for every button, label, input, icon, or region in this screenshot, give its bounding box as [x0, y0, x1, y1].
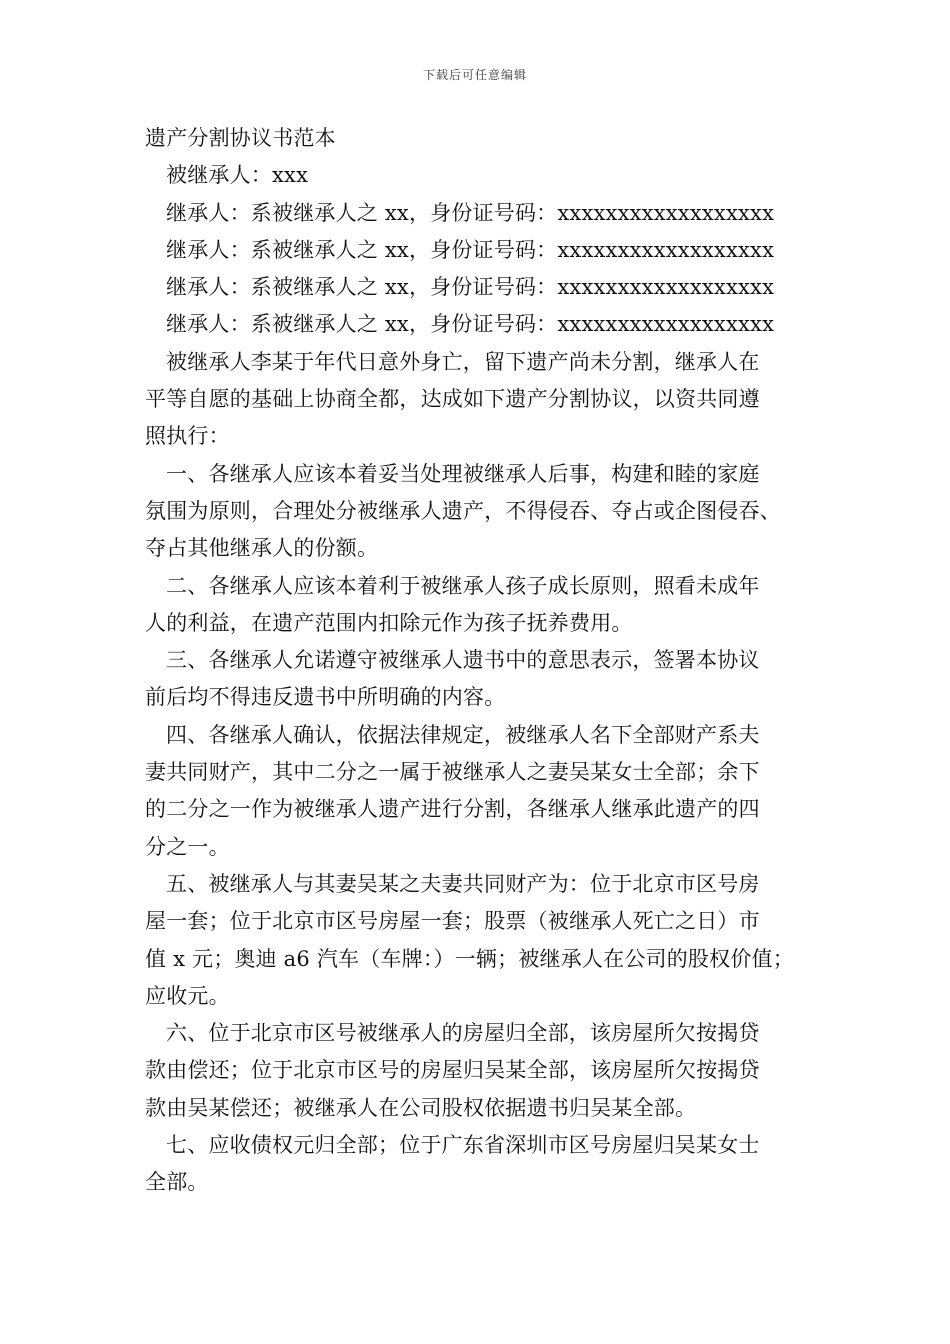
- document-line: 值 x 元；奥迪 a6 汽车（车牌：）一辆；被继承人在公司的股权价值；: [145, 946, 794, 971]
- document-line: 五、被继承人与其妻吴某之夫妻共同财产为：位于北京市区号房: [166, 871, 760, 896]
- document-line: 继承人：系被继承人之 xx，身份证号码：xxxxxxxxxxxxxxxxxx: [166, 200, 775, 225]
- document-line: 应收元。: [145, 983, 230, 1008]
- document-line: 二、各继承人应该本着利于被继承人孩子成长原则，照看未成年: [166, 573, 760, 598]
- document-line: 被继承人李某于年代日意外身亡，留下遗产尚未分割，继承人在: [166, 349, 760, 374]
- document-line: 人的利益，在遗产范围内扣除元作为孩子抚养费用。: [145, 610, 633, 635]
- document-line: 的二分之一作为被继承人遗产进行分割，各继承人继承此遗产的四: [145, 797, 760, 822]
- document-line: 氛围为原则，合理处分被继承人遗产，不得侵吞、夺占或企图侵吞、: [145, 498, 781, 523]
- document-line: 继承人：系被继承人之 xx，身份证号码：xxxxxxxxxxxxxxxxxx: [166, 237, 775, 262]
- document-line: 平等自愿的基础上协商全都，达成如下遗产分割协议，以资共同遵: [145, 387, 760, 412]
- document-line: 妻共同财产，其中二分之一属于被继承人之妻吴某女士全部；余下: [145, 760, 760, 785]
- document-line: 照执行：: [145, 424, 230, 449]
- document-line: 被继承人：xxx: [166, 163, 309, 188]
- page-header-note: 下载后可任意编辑: [422, 68, 527, 82]
- document-line: 夺占其他继承人的份额。: [145, 536, 379, 561]
- document-line: 继承人：系被继承人之 xx，身份证号码：xxxxxxxxxxxxxxxxxx: [166, 275, 775, 300]
- document-line: 三、各继承人允诺遵守被继承人遗书中的意思表示，签署本协议: [166, 648, 760, 673]
- document-title: 遗产分割协议书范本: [145, 126, 336, 150]
- document-line: 全部。: [145, 1170, 209, 1195]
- document-lines: [145, 157, 825, 1201]
- document-line: 屋一套；位于北京市区号房屋一套；股票（被继承人死亡之日）市: [145, 909, 760, 934]
- document-line: 款由偿还；位于北京市区号的房屋归吴某全部，该房屋所欠按揭贷: [145, 1058, 760, 1083]
- document-line: 七、应收债权元归全部；位于广东省深圳市区号房屋归吴某女士: [166, 1133, 760, 1158]
- document-line: 六、位于北京市区号被继承人的房屋归全部，该房屋所欠按揭贷: [166, 1021, 760, 1046]
- document-line: 继承人：系被继承人之 xx，身份证号码：xxxxxxxxxxxxxxxxxx: [166, 312, 775, 337]
- document-line: 分之一。: [145, 834, 230, 859]
- document-body: [145, 120, 825, 1202]
- document-line: 前后均不得违反遗书中所明确的内容。: [145, 685, 506, 710]
- document-line: 款由吴某偿还；被继承人在公司股权依据遗书归吴某全部。: [145, 1095, 697, 1120]
- document-line: 一、各继承人应该本着妥当处理被继承人后事，构建和睦的家庭: [166, 461, 760, 486]
- document-line: 四、各继承人确认，依据法律规定，被继承人名下全部财产系夫: [166, 722, 760, 747]
